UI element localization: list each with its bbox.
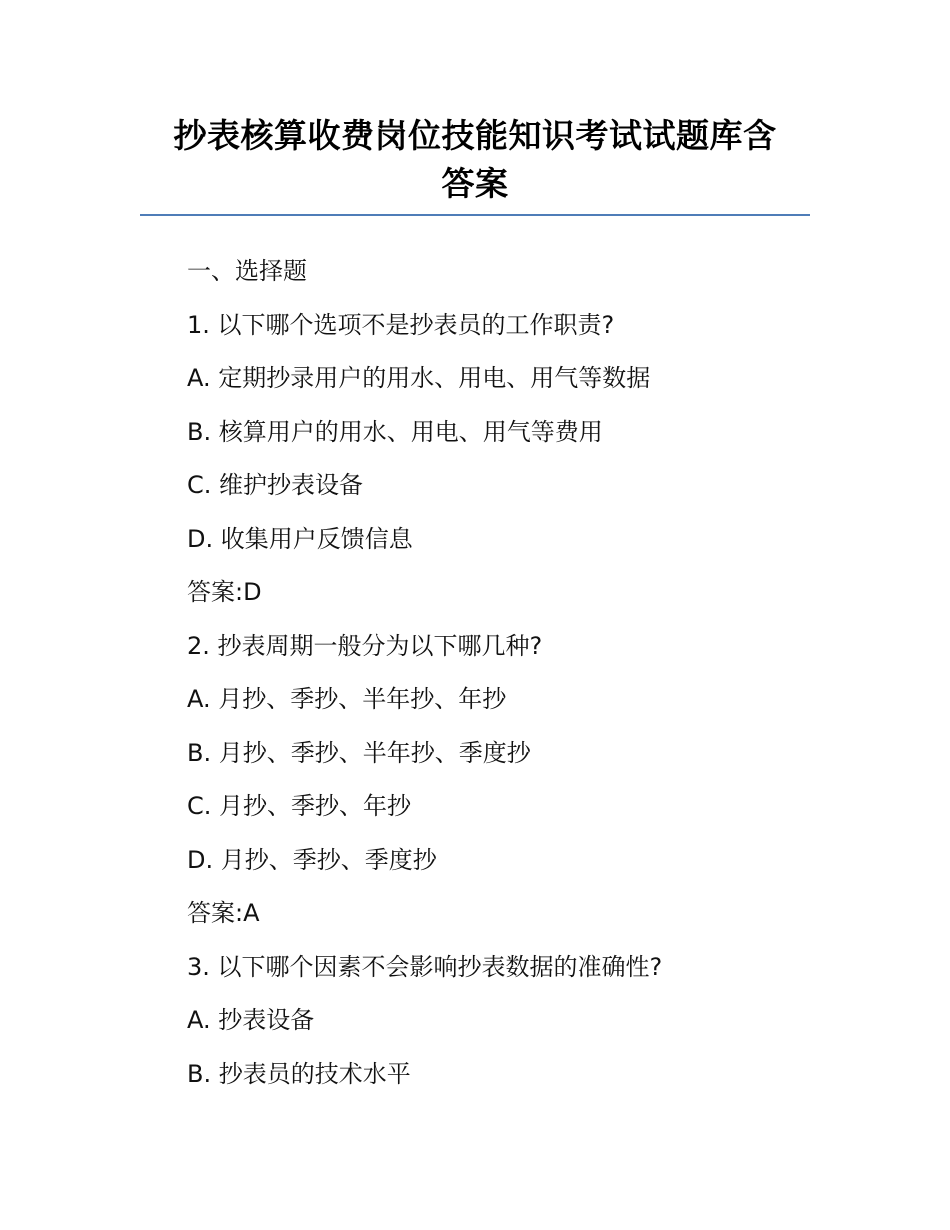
document-title xyxy=(140,112,810,208)
question-2-option-a: A. 月抄、季抄、半年抄、年抄 xyxy=(187,685,507,713)
question-2-option-d: D. 月抄、季抄、季度抄 xyxy=(187,845,437,874)
question-1: 1. 以下哪个选项不是抄表员的工作职责? xyxy=(187,310,615,339)
question-2-option-c: C. 月抄、季抄、年抄 xyxy=(187,792,412,820)
question-3: 3. 以下哪个因素不会影响抄表数据的准确性? xyxy=(187,952,663,981)
question-1-option-d: D. 收集用户反馈信息 xyxy=(187,524,413,553)
question-1-option-a: A. 定期抄录用户的用水、用电、用气等数据 xyxy=(187,364,651,392)
question-2-answer: 答案:A xyxy=(187,899,260,927)
question-3-option-a: A. 抄表设备 xyxy=(187,1006,315,1034)
question-3-option-b: B. 抄表员的技术水平 xyxy=(187,1059,411,1088)
question-list xyxy=(187,245,807,1101)
question-1-option-b: B. 核算用户的用水、用电、用气等费用 xyxy=(187,417,603,446)
title-line-2: 答案 xyxy=(441,164,509,203)
question-1-option-c: C. 维护抄表设备 xyxy=(187,471,364,499)
title-divider xyxy=(140,214,810,216)
title-line-1: 抄表核算收费岗位技能知识考试试题库含 xyxy=(173,116,777,155)
question-1-answer: 答案:D xyxy=(187,578,262,606)
question-2: 2. 抄表周期一般分为以下哪几种? xyxy=(187,631,543,660)
section-heading: 一、选择题 xyxy=(187,257,307,285)
question-2-option-b: B. 月抄、季抄、半年抄、季度抄 xyxy=(187,738,531,767)
